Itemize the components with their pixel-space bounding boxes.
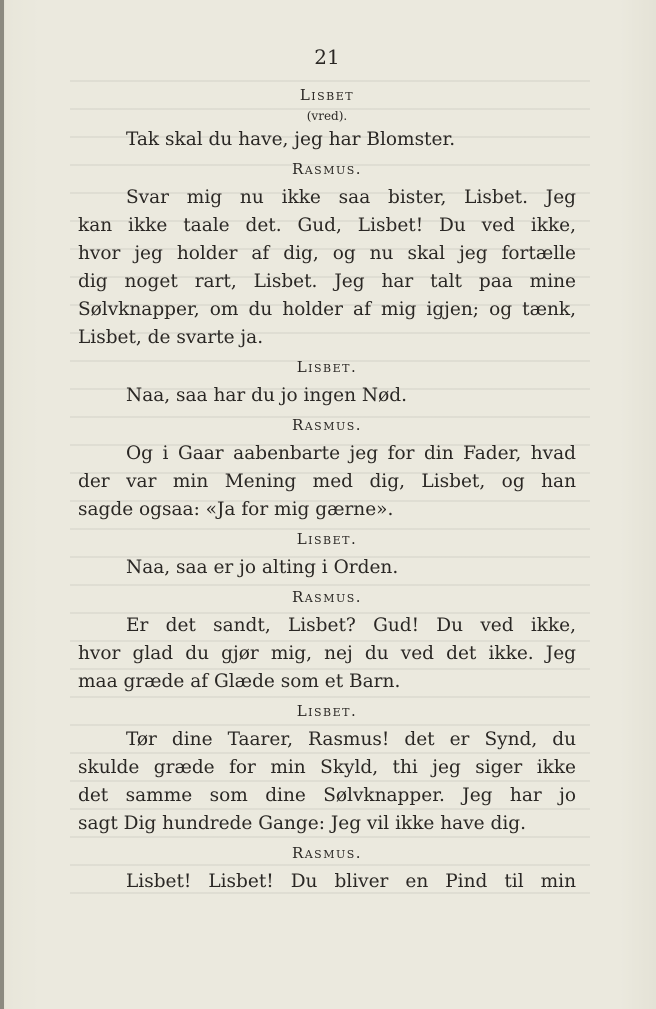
speaker-name: Rasmus. [291, 588, 363, 606]
dialogue-block [78, 416, 576, 524]
page-number: 21 [314, 45, 340, 69]
speech-line: Tør dine Taarer, Rasmus! det er Synd, du [126, 729, 576, 750]
speech-text [78, 382, 576, 410]
dialogue-block [78, 86, 576, 154]
speech-text [78, 440, 576, 524]
speech-text [78, 612, 576, 696]
speech-line: skulde græde for min Skyld, thi jeg siger ikke [78, 757, 576, 778]
speech-text [78, 726, 576, 838]
dialogue-block [78, 160, 576, 352]
speaker-name: Rasmus. [291, 160, 363, 178]
speaker-name: Rasmus. [291, 844, 363, 862]
speech-line: Lisbet! Lisbet! Du bliver en Pind til min [126, 871, 576, 892]
speech-line: hvor glad du gjør mig, nej du ved det ikke. Jeg [78, 643, 576, 664]
dialogue-block [78, 530, 576, 582]
page-content [78, 42, 576, 900]
stage-direction: (vred). [306, 109, 348, 123]
speech-text [78, 554, 576, 582]
speech-line: Naa, saa er jo alting i Orden. [126, 557, 399, 578]
speech-text [78, 126, 576, 154]
speech-line: Og i Gaar aabenbarte jeg for din Fader, hvad [126, 443, 576, 464]
speech-line: Svar mig nu ikke saa bister, Lisbet. Jeg [126, 187, 576, 208]
speech-line: maa græde af Glæde som et Barn. [78, 671, 401, 692]
speech-line: hvor jeg holder af dig, og nu skal jeg fortælle [78, 243, 576, 264]
speaker-name: Lisbet [299, 86, 355, 104]
dialogue-block [78, 358, 576, 410]
speaker-name: Lisbet. [296, 358, 358, 376]
speech-line: dig noget rart, Lisbet. Jeg har talt paa mine [78, 271, 576, 292]
dialogue-block [78, 844, 576, 896]
page-spine-edge [0, 0, 4, 1009]
speech-line: Sølvknapper, om du holder af mig igjen; og tænk, [78, 299, 576, 320]
speech-line: Tak skal du have, jeg har Blomster. [126, 129, 456, 150]
dialogue-block [78, 588, 576, 696]
speech-text [78, 868, 576, 896]
speech-line: Er det sandt, Lisbet? Gud! Du ved ikke, [126, 615, 576, 636]
speaker-name: Lisbet. [296, 530, 358, 548]
speaker-name: Lisbet. [296, 702, 358, 720]
speech-text [78, 184, 576, 352]
speech-line: Naa, saa har du jo ingen Nød. [126, 385, 407, 406]
speech-line: det samme som dine Sølvknapper. Jeg har jo [78, 785, 576, 806]
speech-line: Lisbet, de svarte ja. [78, 327, 264, 348]
dialogue-block [78, 702, 576, 838]
speaker-name: Rasmus. [291, 416, 363, 434]
speech-line: sagde ogsaa: «Ja for mig gærne». [78, 499, 394, 520]
speech-line: der var min Mening med dig, Lisbet, og han [78, 471, 576, 492]
speech-line: sagt Dig hundrede Gange: Jeg vil ikke have dig. [78, 813, 526, 834]
speech-line: kan ikke taale det. Gud, Lisbet! Du ved ikke, [78, 215, 576, 236]
